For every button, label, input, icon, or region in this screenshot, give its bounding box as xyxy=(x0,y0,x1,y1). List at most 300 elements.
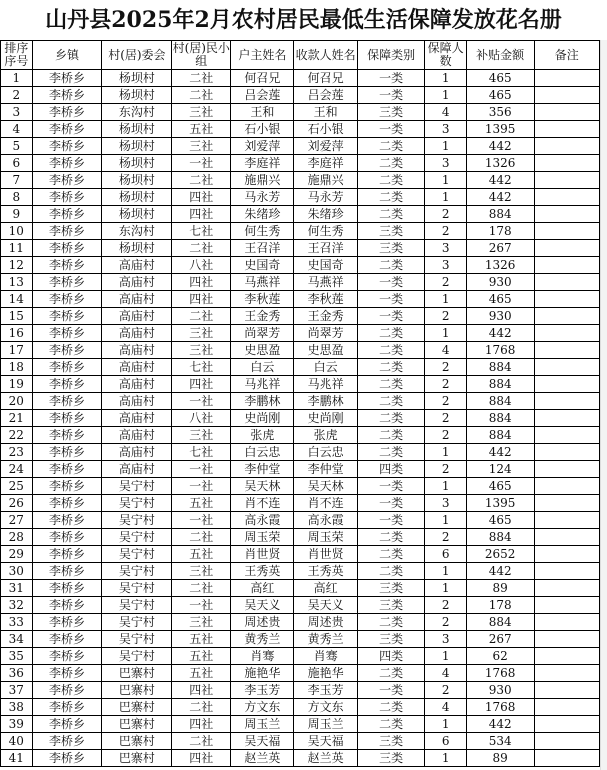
cell-village[interactable]: 巴寨村 xyxy=(102,733,172,750)
cell-payee[interactable]: 张虎 xyxy=(294,427,357,444)
cell-persons[interactable]: 1 xyxy=(425,138,466,155)
cell-group[interactable]: 二社 xyxy=(172,172,231,189)
cell-township[interactable]: 李桥乡 xyxy=(32,750,102,767)
cell-payee[interactable]: 周玉荣 xyxy=(294,529,357,546)
cell-persons[interactable]: 6 xyxy=(425,733,466,750)
cell-payee[interactable]: 周述贵 xyxy=(294,614,357,631)
cell-township[interactable]: 李桥乡 xyxy=(32,733,102,750)
cell-township[interactable]: 李桥乡 xyxy=(32,563,102,580)
cell-category[interactable]: 一类 xyxy=(357,478,425,495)
cell-township[interactable]: 李桥乡 xyxy=(32,682,102,699)
cell-group[interactable]: 三社 xyxy=(172,427,231,444)
cell-village[interactable]: 吴宁村 xyxy=(102,631,172,648)
cell-persons[interactable]: 2 xyxy=(425,359,466,376)
cell-township[interactable]: 李桥乡 xyxy=(32,580,102,597)
table-row[interactable] xyxy=(1,87,600,104)
cell-persons[interactable]: 2 xyxy=(425,274,466,291)
cell-group[interactable]: 二社 xyxy=(172,240,231,257)
cell-persons[interactable]: 3 xyxy=(425,155,466,172)
table-row[interactable] xyxy=(1,563,600,580)
cell-householder[interactable]: 李玉芳 xyxy=(231,682,294,699)
cell-persons[interactable]: 1 xyxy=(425,172,466,189)
cell-amount[interactable]: 884 xyxy=(466,359,534,376)
cell-index[interactable]: 31 xyxy=(1,580,33,597)
cell-township[interactable]: 李桥乡 xyxy=(32,308,102,325)
cell-group[interactable]: 四社 xyxy=(172,376,231,393)
header-cell-index[interactable]: 排序序号 xyxy=(1,41,33,70)
header-cell-category[interactable]: 保障类别 xyxy=(357,41,425,70)
cell-village[interactable]: 高庙村 xyxy=(102,427,172,444)
cell-payee[interactable]: 白云 xyxy=(294,359,357,376)
cell-householder[interactable]: 赵兰英 xyxy=(231,750,294,767)
cell-payee[interactable]: 马永芳 xyxy=(294,189,357,206)
cell-amount[interactable]: 442 xyxy=(466,138,534,155)
table-row[interactable] xyxy=(1,291,600,308)
cell-category[interactable]: 三类 xyxy=(357,597,425,614)
cell-township[interactable]: 李桥乡 xyxy=(32,291,102,308)
cell-category[interactable]: 二类 xyxy=(357,529,425,546)
cell-category[interactable]: 二类 xyxy=(357,393,425,410)
cell-householder[interactable]: 何召兄 xyxy=(231,70,294,87)
cell-remarks[interactable] xyxy=(534,546,600,563)
cell-householder[interactable]: 刘爱萍 xyxy=(231,138,294,155)
cell-amount[interactable]: 1326 xyxy=(466,257,534,274)
cell-remarks[interactable] xyxy=(534,308,600,325)
cell-index[interactable]: 34 xyxy=(1,631,33,648)
cell-persons[interactable]: 1 xyxy=(425,291,466,308)
cell-township[interactable]: 李桥乡 xyxy=(32,104,102,121)
cell-village[interactable]: 吴宁村 xyxy=(102,614,172,631)
cell-amount[interactable]: 1395 xyxy=(466,121,534,138)
cell-township[interactable]: 李桥乡 xyxy=(32,274,102,291)
cell-index[interactable]: 3 xyxy=(1,104,33,121)
cell-index[interactable]: 21 xyxy=(1,410,33,427)
cell-village[interactable]: 高庙村 xyxy=(102,325,172,342)
cell-payee[interactable]: 高永霞 xyxy=(294,512,357,529)
cell-remarks[interactable] xyxy=(534,427,600,444)
table-row[interactable] xyxy=(1,189,600,206)
cell-category[interactable]: 二类 xyxy=(357,138,425,155)
cell-group[interactable]: 一社 xyxy=(172,478,231,495)
cell-payee[interactable]: 施鼎兴 xyxy=(294,172,357,189)
cell-index[interactable]: 29 xyxy=(1,546,33,563)
cell-township[interactable]: 李桥乡 xyxy=(32,240,102,257)
header-cell-amount[interactable]: 补贴金额 xyxy=(466,41,534,70)
cell-payee[interactable]: 史国奇 xyxy=(294,257,357,274)
table-row[interactable] xyxy=(1,172,600,189)
cell-remarks[interactable] xyxy=(534,121,600,138)
cell-persons[interactable]: 1 xyxy=(425,648,466,665)
cell-payee[interactable]: 肖骞 xyxy=(294,648,357,665)
cell-village[interactable]: 杨坝村 xyxy=(102,155,172,172)
cell-persons[interactable]: 4 xyxy=(425,665,466,682)
cell-payee[interactable]: 王召洋 xyxy=(294,240,357,257)
cell-index[interactable]: 41 xyxy=(1,750,33,767)
table-row[interactable] xyxy=(1,359,600,376)
cell-group[interactable]: 四社 xyxy=(172,206,231,223)
cell-village[interactable]: 高庙村 xyxy=(102,274,172,291)
cell-village[interactable]: 巴寨村 xyxy=(102,682,172,699)
header-cell-township[interactable]: 乡镇 xyxy=(32,41,102,70)
cell-index[interactable]: 18 xyxy=(1,359,33,376)
cell-category[interactable]: 二类 xyxy=(357,257,425,274)
cell-category[interactable]: 二类 xyxy=(357,325,425,342)
table-row[interactable] xyxy=(1,104,600,121)
cell-group[interactable]: 一社 xyxy=(172,461,231,478)
cell-category[interactable]: 二类 xyxy=(357,359,425,376)
cell-village[interactable]: 杨坝村 xyxy=(102,206,172,223)
cell-village[interactable]: 高庙村 xyxy=(102,410,172,427)
cell-payee[interactable]: 何召兄 xyxy=(294,70,357,87)
cell-category[interactable]: 二类 xyxy=(357,189,425,206)
cell-payee[interactable]: 李鹏林 xyxy=(294,393,357,410)
cell-amount[interactable]: 465 xyxy=(466,512,534,529)
cell-index[interactable]: 13 xyxy=(1,274,33,291)
table-row[interactable] xyxy=(1,546,600,563)
cell-remarks[interactable] xyxy=(534,87,600,104)
table-row[interactable] xyxy=(1,393,600,410)
cell-amount[interactable]: 267 xyxy=(466,631,534,648)
cell-village[interactable]: 巴寨村 xyxy=(102,665,172,682)
cell-category[interactable]: 一类 xyxy=(357,512,425,529)
cell-householder[interactable]: 王金秀 xyxy=(231,308,294,325)
cell-payee[interactable]: 石小银 xyxy=(294,121,357,138)
cell-category[interactable]: 二类 xyxy=(357,563,425,580)
cell-remarks[interactable] xyxy=(534,444,600,461)
cell-category[interactable]: 二类 xyxy=(357,614,425,631)
cell-township[interactable]: 李桥乡 xyxy=(32,614,102,631)
cell-village[interactable]: 高庙村 xyxy=(102,376,172,393)
cell-index[interactable]: 14 xyxy=(1,291,33,308)
cell-amount[interactable]: 884 xyxy=(466,206,534,223)
cell-township[interactable]: 李桥乡 xyxy=(32,495,102,512)
cell-village[interactable]: 高庙村 xyxy=(102,257,172,274)
cell-group[interactable]: 七社 xyxy=(172,359,231,376)
cell-village[interactable]: 吴宁村 xyxy=(102,529,172,546)
cell-amount[interactable]: 178 xyxy=(466,223,534,240)
cell-persons[interactable]: 2 xyxy=(425,308,466,325)
cell-remarks[interactable] xyxy=(534,597,600,614)
cell-householder[interactable]: 李仲堂 xyxy=(231,461,294,478)
cell-householder[interactable]: 黄秀兰 xyxy=(231,631,294,648)
cell-group[interactable]: 四社 xyxy=(172,274,231,291)
cell-group[interactable]: 二社 xyxy=(172,580,231,597)
table-row[interactable] xyxy=(1,257,600,274)
cell-householder[interactable]: 高红 xyxy=(231,580,294,597)
cell-persons[interactable]: 2 xyxy=(425,427,466,444)
table-row[interactable] xyxy=(1,597,600,614)
table-row[interactable] xyxy=(1,529,600,546)
cell-householder[interactable]: 吴天林 xyxy=(231,478,294,495)
cell-township[interactable]: 李桥乡 xyxy=(32,665,102,682)
cell-householder[interactable]: 张虎 xyxy=(231,427,294,444)
cell-township[interactable]: 李桥乡 xyxy=(32,189,102,206)
cell-persons[interactable]: 1 xyxy=(425,87,466,104)
cell-remarks[interactable] xyxy=(534,512,600,529)
cell-persons[interactable]: 2 xyxy=(425,614,466,631)
cell-remarks[interactable] xyxy=(534,342,600,359)
cell-payee[interactable]: 何生秀 xyxy=(294,223,357,240)
cell-persons[interactable]: 1 xyxy=(425,512,466,529)
cell-category[interactable]: 二类 xyxy=(357,376,425,393)
cell-remarks[interactable] xyxy=(534,410,600,427)
cell-persons[interactable]: 2 xyxy=(425,410,466,427)
cell-persons[interactable]: 6 xyxy=(425,546,466,563)
cell-index[interactable]: 7 xyxy=(1,172,33,189)
cell-village[interactable]: 杨坝村 xyxy=(102,87,172,104)
cell-village[interactable]: 杨坝村 xyxy=(102,121,172,138)
cell-amount[interactable]: 534 xyxy=(466,733,534,750)
cell-township[interactable]: 李桥乡 xyxy=(32,444,102,461)
cell-township[interactable]: 李桥乡 xyxy=(32,376,102,393)
header-cell-remarks[interactable]: 备注 xyxy=(534,41,600,70)
cell-village[interactable]: 杨坝村 xyxy=(102,70,172,87)
cell-payee[interactable]: 肖不连 xyxy=(294,495,357,512)
cell-householder[interactable]: 方文东 xyxy=(231,699,294,716)
cell-index[interactable]: 11 xyxy=(1,240,33,257)
cell-township[interactable]: 李桥乡 xyxy=(32,427,102,444)
cell-payee[interactable]: 史思盈 xyxy=(294,342,357,359)
cell-householder[interactable]: 吴天福 xyxy=(231,733,294,750)
cell-village[interactable]: 吴宁村 xyxy=(102,648,172,665)
cell-index[interactable]: 6 xyxy=(1,155,33,172)
cell-persons[interactable]: 2 xyxy=(425,393,466,410)
cell-index[interactable]: 40 xyxy=(1,733,33,750)
cell-index[interactable]: 26 xyxy=(1,495,33,512)
cell-group[interactable]: 二社 xyxy=(172,87,231,104)
cell-village[interactable]: 东沟村 xyxy=(102,104,172,121)
cell-householder[interactable]: 周玉兰 xyxy=(231,716,294,733)
cell-payee[interactable]: 尚翠芳 xyxy=(294,325,357,342)
cell-village[interactable]: 高庙村 xyxy=(102,308,172,325)
cell-householder[interactable]: 施鼎兴 xyxy=(231,172,294,189)
cell-householder[interactable]: 史思盈 xyxy=(231,342,294,359)
cell-householder[interactable]: 石小银 xyxy=(231,121,294,138)
cell-payee[interactable]: 高红 xyxy=(294,580,357,597)
cell-payee[interactable]: 吕会莲 xyxy=(294,87,357,104)
cell-township[interactable]: 李桥乡 xyxy=(32,70,102,87)
cell-group[interactable]: 一社 xyxy=(172,512,231,529)
cell-township[interactable]: 李桥乡 xyxy=(32,546,102,563)
cell-remarks[interactable] xyxy=(534,240,600,257)
cell-householder[interactable]: 马兆祥 xyxy=(231,376,294,393)
table-row[interactable] xyxy=(1,631,600,648)
cell-householder[interactable]: 马永芳 xyxy=(231,189,294,206)
cell-persons[interactable]: 1 xyxy=(425,325,466,342)
cell-village[interactable]: 杨坝村 xyxy=(102,138,172,155)
cell-category[interactable]: 三类 xyxy=(357,631,425,648)
cell-township[interactable]: 李桥乡 xyxy=(32,359,102,376)
table-row[interactable] xyxy=(1,665,600,682)
cell-category[interactable]: 二类 xyxy=(357,546,425,563)
cell-payee[interactable]: 马兆祥 xyxy=(294,376,357,393)
cell-payee[interactable]: 马燕祥 xyxy=(294,274,357,291)
cell-amount[interactable]: 442 xyxy=(466,325,534,342)
cell-group[interactable]: 五社 xyxy=(172,495,231,512)
cell-village[interactable]: 吴宁村 xyxy=(102,563,172,580)
cell-amount[interactable]: 465 xyxy=(466,70,534,87)
cell-remarks[interactable] xyxy=(534,461,600,478)
cell-index[interactable]: 39 xyxy=(1,716,33,733)
cell-payee[interactable]: 王秀英 xyxy=(294,563,357,580)
cell-category[interactable]: 一类 xyxy=(357,87,425,104)
cell-persons[interactable]: 1 xyxy=(425,189,466,206)
cell-householder[interactable]: 肖不连 xyxy=(231,495,294,512)
cell-index[interactable]: 1 xyxy=(1,70,33,87)
cell-village[interactable]: 东沟村 xyxy=(102,223,172,240)
cell-village[interactable]: 高庙村 xyxy=(102,359,172,376)
table-row[interactable] xyxy=(1,274,600,291)
cell-index[interactable]: 33 xyxy=(1,614,33,631)
table-row[interactable] xyxy=(1,750,600,767)
cell-index[interactable]: 9 xyxy=(1,206,33,223)
cell-township[interactable]: 李桥乡 xyxy=(32,631,102,648)
cell-amount[interactable]: 465 xyxy=(466,87,534,104)
cell-category[interactable]: 三类 xyxy=(357,580,425,597)
cell-householder[interactable]: 白云 xyxy=(231,359,294,376)
cell-township[interactable]: 李桥乡 xyxy=(32,325,102,342)
cell-township[interactable]: 李桥乡 xyxy=(32,699,102,716)
cell-amount[interactable]: 1395 xyxy=(466,495,534,512)
table-row[interactable] xyxy=(1,376,600,393)
cell-persons[interactable]: 1 xyxy=(425,716,466,733)
cell-category[interactable]: 一类 xyxy=(357,121,425,138)
cell-amount[interactable]: 178 xyxy=(466,597,534,614)
cell-amount[interactable]: 442 xyxy=(466,172,534,189)
cell-payee[interactable]: 黄秀兰 xyxy=(294,631,357,648)
cell-category[interactable]: 一类 xyxy=(357,274,425,291)
cell-remarks[interactable] xyxy=(534,138,600,155)
table-row[interactable] xyxy=(1,427,600,444)
cell-remarks[interactable] xyxy=(534,104,600,121)
cell-payee[interactable]: 吴天义 xyxy=(294,597,357,614)
cell-payee[interactable]: 史尚刚 xyxy=(294,410,357,427)
cell-group[interactable]: 七社 xyxy=(172,223,231,240)
cell-village[interactable]: 高庙村 xyxy=(102,393,172,410)
cell-amount[interactable]: 442 xyxy=(466,444,534,461)
cell-householder[interactable]: 何生秀 xyxy=(231,223,294,240)
cell-group[interactable]: 三社 xyxy=(172,342,231,359)
cell-remarks[interactable] xyxy=(534,291,600,308)
table-row[interactable] xyxy=(1,223,600,240)
cell-township[interactable]: 李桥乡 xyxy=(32,393,102,410)
cell-category[interactable]: 二类 xyxy=(357,342,425,359)
cell-payee[interactable]: 李秋莲 xyxy=(294,291,357,308)
cell-householder[interactable]: 肖骞 xyxy=(231,648,294,665)
cell-persons[interactable]: 1 xyxy=(425,70,466,87)
cell-remarks[interactable] xyxy=(534,189,600,206)
cell-amount[interactable]: 884 xyxy=(466,614,534,631)
cell-amount[interactable]: 356 xyxy=(466,104,534,121)
cell-group[interactable]: 四社 xyxy=(172,716,231,733)
table-row[interactable] xyxy=(1,70,600,87)
cell-village[interactable]: 高庙村 xyxy=(102,291,172,308)
cell-index[interactable]: 2 xyxy=(1,87,33,104)
cell-group[interactable]: 五社 xyxy=(172,631,231,648)
table-row[interactable] xyxy=(1,699,600,716)
cell-remarks[interactable] xyxy=(534,614,600,631)
cell-payee[interactable]: 王和 xyxy=(294,104,357,121)
cell-amount[interactable]: 124 xyxy=(466,461,534,478)
cell-remarks[interactable] xyxy=(534,648,600,665)
cell-village[interactable]: 杨坝村 xyxy=(102,172,172,189)
cell-index[interactable]: 37 xyxy=(1,682,33,699)
cell-remarks[interactable] xyxy=(534,580,600,597)
table-row[interactable] xyxy=(1,733,600,750)
cell-persons[interactable]: 1 xyxy=(425,580,466,597)
table-row[interactable] xyxy=(1,512,600,529)
cell-payee[interactable]: 刘爱萍 xyxy=(294,138,357,155)
cell-persons[interactable]: 3 xyxy=(425,495,466,512)
cell-village[interactable]: 吴宁村 xyxy=(102,580,172,597)
cell-township[interactable]: 李桥乡 xyxy=(32,461,102,478)
cell-village[interactable]: 高庙村 xyxy=(102,342,172,359)
cell-group[interactable]: 二社 xyxy=(172,733,231,750)
cell-group[interactable]: 三社 xyxy=(172,138,231,155)
table-row[interactable] xyxy=(1,325,600,342)
cell-remarks[interactable] xyxy=(534,155,600,172)
cell-village[interactable]: 高庙村 xyxy=(102,444,172,461)
header-cell-householder[interactable]: 户主姓名 xyxy=(231,41,294,70)
cell-persons[interactable]: 2 xyxy=(425,597,466,614)
cell-township[interactable]: 李桥乡 xyxy=(32,87,102,104)
cell-payee[interactable]: 方文东 xyxy=(294,699,357,716)
cell-householder[interactable]: 史国奇 xyxy=(231,257,294,274)
cell-remarks[interactable] xyxy=(534,393,600,410)
cell-householder[interactable]: 肖世贤 xyxy=(231,546,294,563)
cell-township[interactable]: 李桥乡 xyxy=(32,257,102,274)
cell-category[interactable]: 二类 xyxy=(357,444,425,461)
cell-householder[interactable]: 白云忠 xyxy=(231,444,294,461)
cell-householder[interactable]: 施艳华 xyxy=(231,665,294,682)
cell-householder[interactable]: 马燕祥 xyxy=(231,274,294,291)
cell-householder[interactable]: 王和 xyxy=(231,104,294,121)
cell-persons[interactable]: 4 xyxy=(425,104,466,121)
cell-payee[interactable]: 王金秀 xyxy=(294,308,357,325)
cell-index[interactable]: 4 xyxy=(1,121,33,138)
cell-category[interactable]: 一类 xyxy=(357,682,425,699)
cell-householder[interactable]: 吕会莲 xyxy=(231,87,294,104)
cell-householder[interactable]: 高永霞 xyxy=(231,512,294,529)
cell-remarks[interactable] xyxy=(534,257,600,274)
cell-index[interactable]: 38 xyxy=(1,699,33,716)
cell-amount[interactable]: 884 xyxy=(466,410,534,427)
cell-amount[interactable]: 89 xyxy=(466,580,534,597)
cell-remarks[interactable] xyxy=(534,665,600,682)
cell-amount[interactable]: 465 xyxy=(466,291,534,308)
cell-persons[interactable]: 2 xyxy=(425,682,466,699)
cell-remarks[interactable] xyxy=(534,682,600,699)
cell-amount[interactable]: 1768 xyxy=(466,699,534,716)
cell-payee[interactable]: 肖世贤 xyxy=(294,546,357,563)
cell-persons[interactable]: 1 xyxy=(425,563,466,580)
cell-payee[interactable]: 朱绪珍 xyxy=(294,206,357,223)
cell-remarks[interactable] xyxy=(534,495,600,512)
cell-remarks[interactable] xyxy=(534,733,600,750)
cell-remarks[interactable] xyxy=(534,478,600,495)
cell-village[interactable]: 吴宁村 xyxy=(102,597,172,614)
cell-payee[interactable]: 李仲堂 xyxy=(294,461,357,478)
cell-category[interactable]: 三类 xyxy=(357,733,425,750)
table-row[interactable] xyxy=(1,461,600,478)
cell-category[interactable]: 一类 xyxy=(357,495,425,512)
cell-category[interactable]: 一类 xyxy=(357,70,425,87)
cell-group[interactable]: 八社 xyxy=(172,257,231,274)
cell-householder[interactable]: 王秀英 xyxy=(231,563,294,580)
cell-householder[interactable]: 尚翠芳 xyxy=(231,325,294,342)
cell-township[interactable]: 李桥乡 xyxy=(32,223,102,240)
cell-persons[interactable]: 1 xyxy=(425,750,466,767)
